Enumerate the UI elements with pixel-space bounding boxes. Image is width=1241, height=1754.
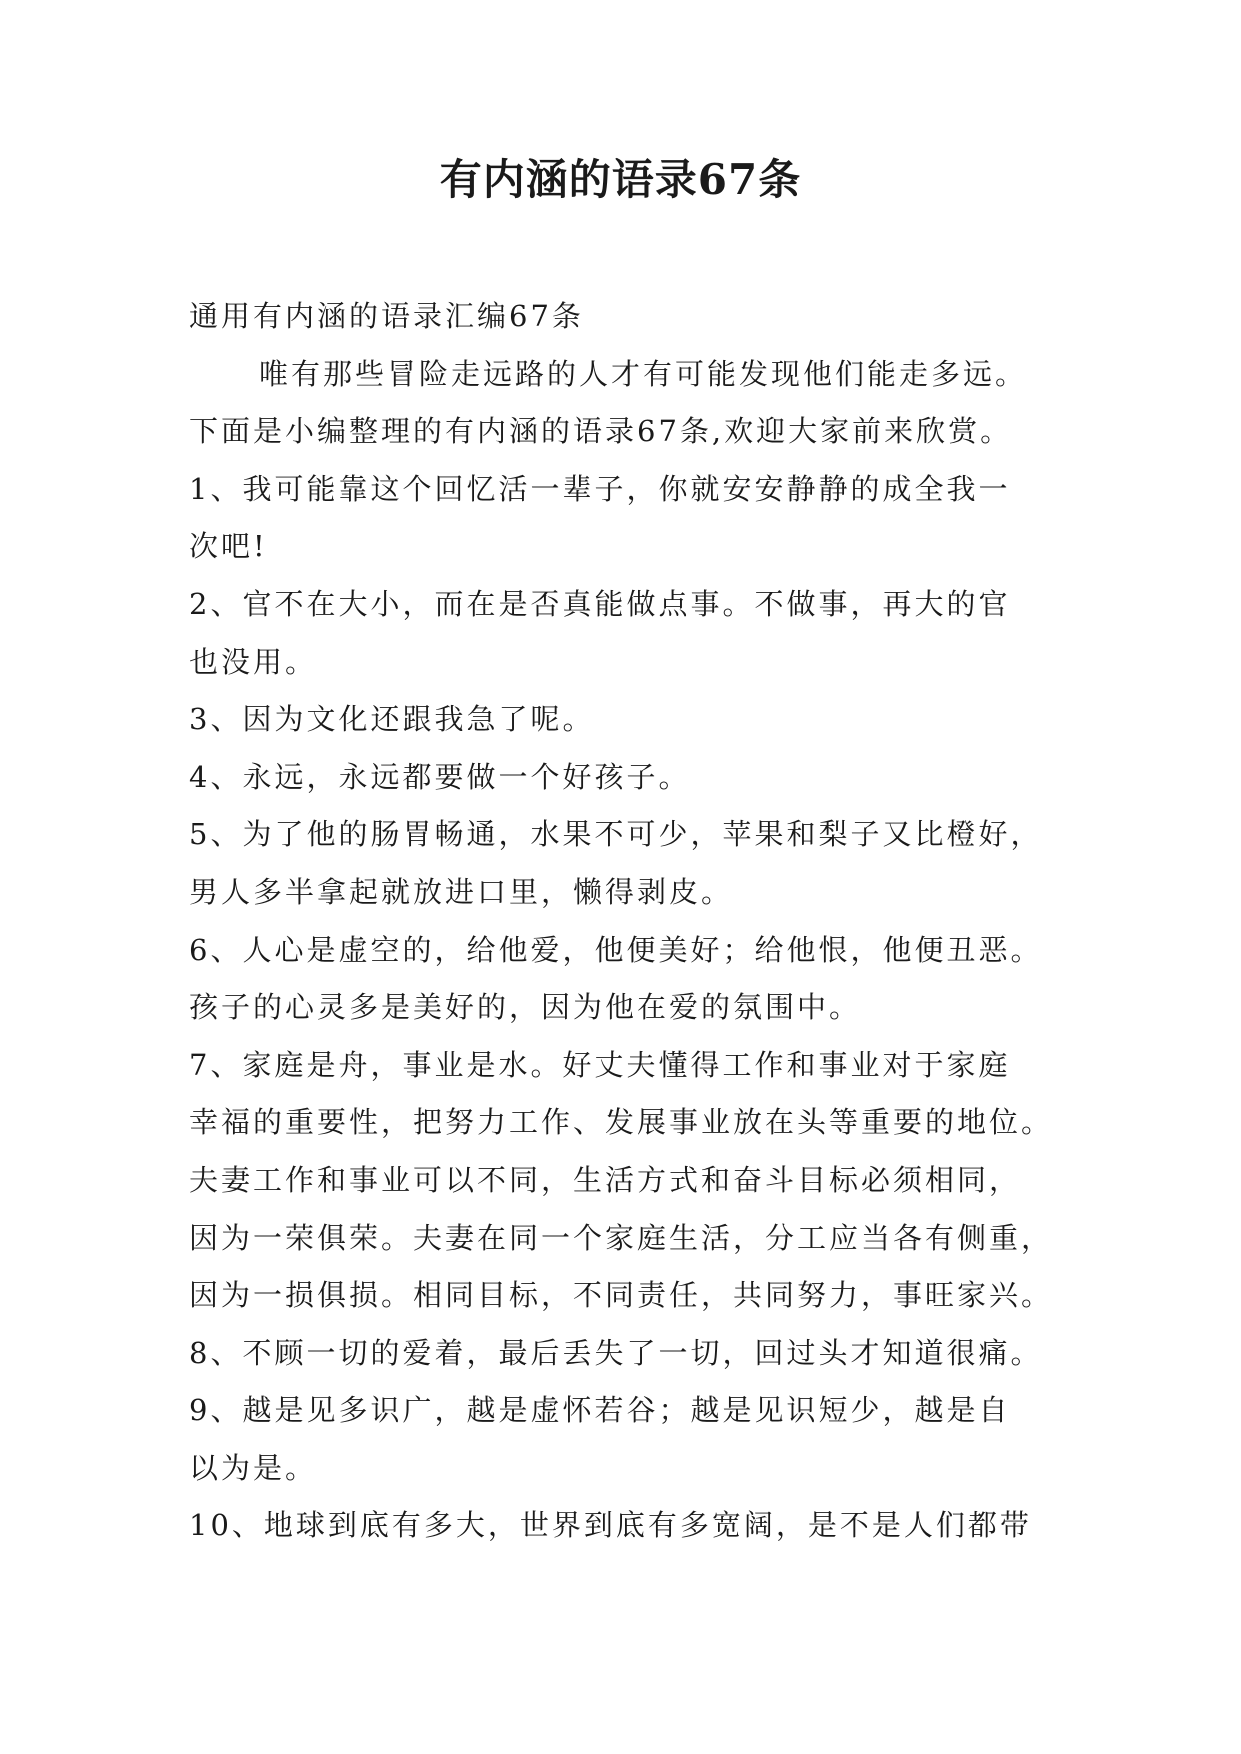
quote-line: 因为一荣俱荣。夫妻在同一个家庭生活，分工应当各有侧重， (189, 1220, 1054, 1255)
quote-line: 6、人心是虚空的，给他爱，他便美好；给他恨，他便丑恶。 (189, 932, 1043, 967)
quote-line: 10、地球到底有多大，世界到底有多宽阔，是不是人们都带 (189, 1508, 1032, 1543)
subtitle-line: 通用有内涵的语录汇编67条 (189, 299, 584, 333)
quote-line: 5、为了他的肠胃畅通，水果不可少，苹果和梨子又比橙好， (189, 817, 1043, 852)
quote-line: 幸福的重要性，把努力工作、发展事业放在头等重要的地位。 (189, 1105, 1054, 1140)
intro-line: 下面是小编整理的有内涵的语录67条,欢迎大家前来欣赏。 (189, 414, 1013, 449)
quote-line: 夫妻工作和事业可以不同，生活方式和奋斗目标必须相同， (189, 1162, 1022, 1197)
quote-line: 也没用。 (189, 644, 318, 679)
document-title: 有内涵的语录67条 (439, 155, 802, 204)
quote-line: 9、越是见多识广，越是虚怀若谷；越是见识短少，越是自 (189, 1393, 1011, 1428)
quote-line: 8、不顾一切的爱着，最后丢失了一切，回过头才知道很痛。 (189, 1335, 1043, 1370)
quote-line: 7、家庭是舟，事业是水。好丈夫懂得工作和事业对于家庭 (189, 1047, 1011, 1082)
quote-line: 4、永远，永远都要做一个好孩子。 (189, 759, 691, 794)
quote-line: 次吧! (189, 529, 268, 564)
quote-line: 以为是。 (189, 1450, 318, 1485)
document-body (189, 288, 1079, 1555)
quote-line: 男人多半拿起就放进口里，懒得剥皮。 (189, 874, 734, 909)
quote-line: 孩子的心灵多是美好的，因为他在爱的氛围中。 (189, 990, 862, 1025)
quote-line: 因为一损俱损。相同目标，不同责任，共同努力，事旺家兴。 (189, 1278, 1054, 1313)
quote-line: 2、官不在大小，而在是否真能做点事。不做事，再大的官 (189, 586, 1011, 621)
quote-line: 1、我可能靠这个回忆活一辈子，你就安安静静的成全我一 (189, 471, 1011, 506)
quote-line: 3、因为文化还跟我急了呢。 (189, 702, 595, 737)
intro-line: 唯有那些冒险走远路的人才有可能发现他们能走多远。 (259, 356, 1028, 391)
